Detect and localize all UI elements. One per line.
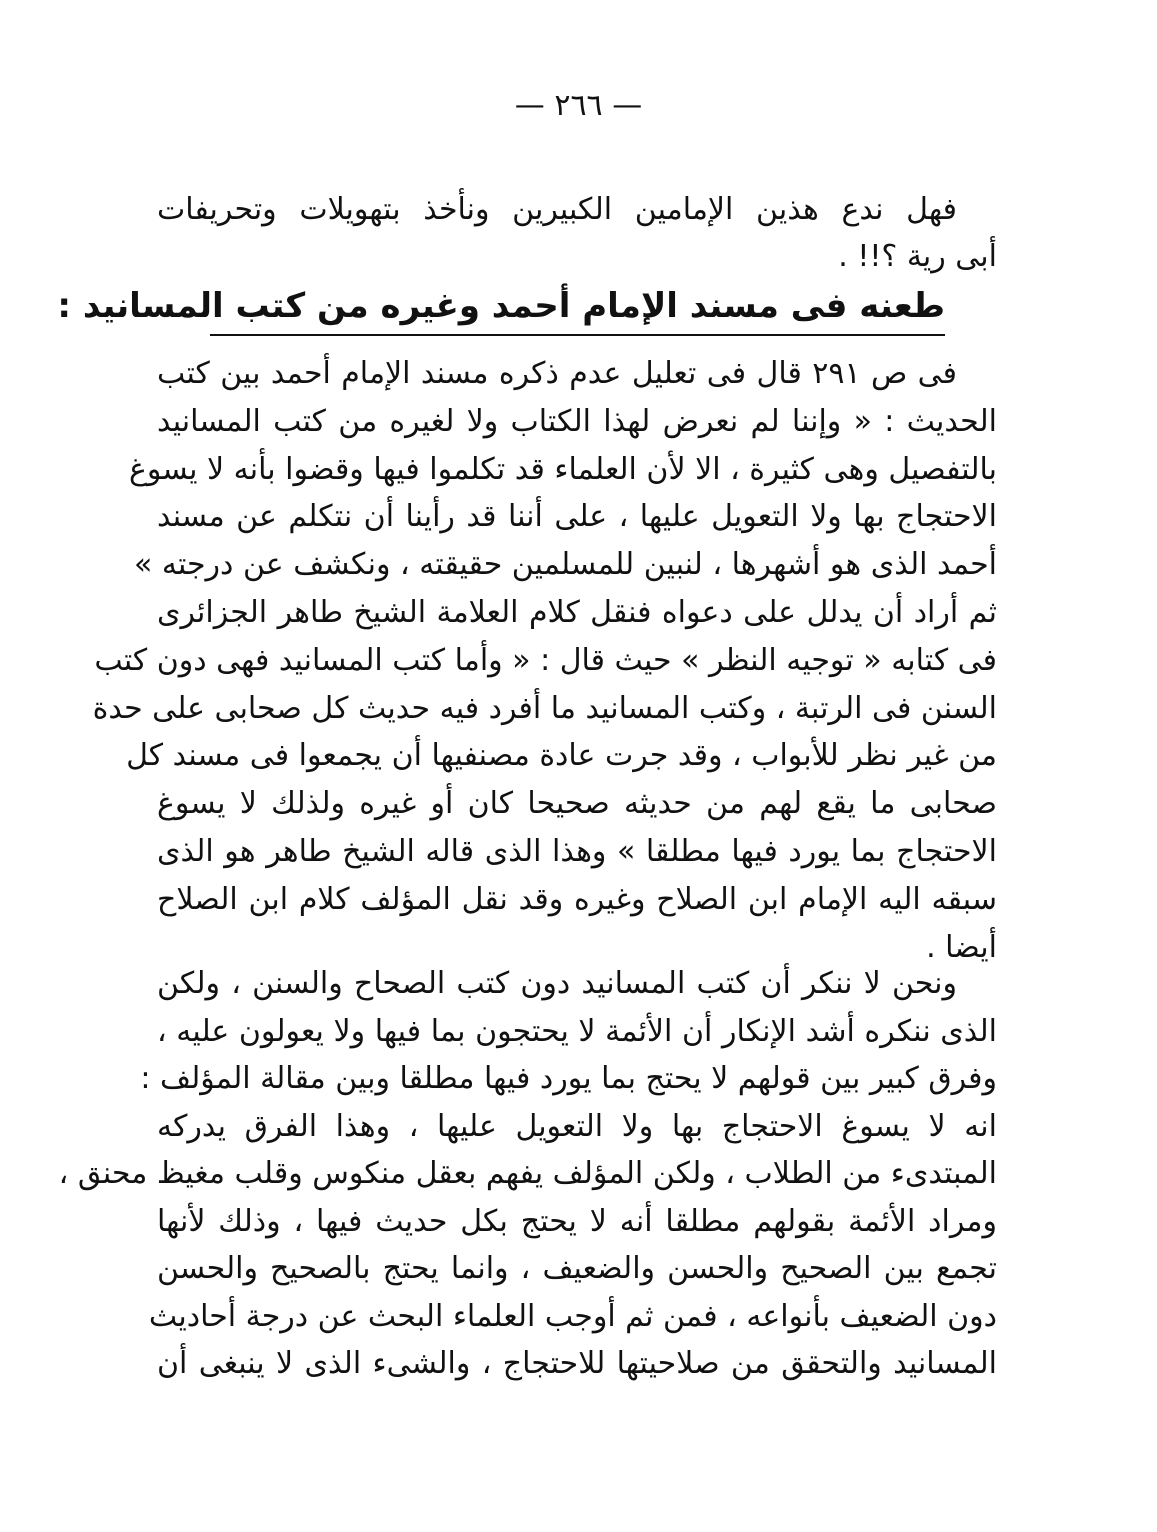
text-line: دون الضعيف بأنواعه ، فمن ثم أوجب العلماء البحث عن درجة أحاديث [148, 1298, 997, 1334]
text-line: الاحتجاج بما يورد فيها مطلقا » وهذا الذى قاله الشيخ طاهر هو الذى [157, 833, 997, 869]
paragraph-intro [157, 186, 997, 280]
text-line: أبى رية ؟!! . [838, 239, 997, 274]
text-line: السنن فى الرتبة ، وكتب المسانيد ما أفرد فيه حديث كل صحابى على حدة [92, 690, 997, 726]
text-line: وفرق كبير بين قولهم لا يحتج بما يورد فيها مطلقا وبين مقالة المؤلف : [140, 1061, 997, 1096]
text-line: المسانيد والتحقق من صلاحيتها للاحتجاج ، والشىء الذى لا ينبغى أن [157, 1346, 997, 1381]
paragraph-musnad-critique [92, 350, 997, 971]
section-heading: طعنه فى مسند الإمام أحمد وغيره من كتب المسانيد : [210, 278, 945, 336]
text-line: من غير نظر للأبواب ، وقد جرت عادة مصنفيها أن يجمعوا فى مسند كل [126, 738, 997, 774]
text-line: الحديث : « وإننا لم نعرض لهذا الكتاب ولا لغيره من كتب المسانيد [157, 403, 997, 439]
text-line: أحمد الذى هو أشهرها ، لنبين للمسلمين حقيقته ، ونكشف عن درجته » [133, 547, 997, 583]
text-line: المبتدىء من الطلاب ، ولكن المؤلف يفهم بعقل منكوس وقلب مغيظ محنق ، [58, 1156, 997, 1191]
text-line: فى كتابه « توجيه النظر » حيث قال : « وأما كتب المسانيد فهى دون كتب [94, 642, 997, 678]
text-line: صحابى ما يقع لهم من حديثه صحيحا كان أو غيره ولذلك لا يسوغ [157, 786, 997, 822]
text-line: فى ص ٢٩١ قال فى تعليل عدم ذكره مسند الإمام أحمد بين كتب [157, 356, 958, 391]
text-line: الذى ننكره أشد الإنكار أن الأئمة لا يحتجون بما فيها ولا يعولون عليه ، [157, 1013, 997, 1049]
text-line: الاحتجاج بها ولا التعويل عليها ، على أننا قد رأينا أن نتكلم عن مسند [157, 499, 997, 535]
text-line: أيضا . [926, 929, 997, 965]
text-line: تجمع بين الصحيح والحسن والضعيف ، وانما يحتج بالصحيح والحسن [157, 1251, 997, 1286]
text-line: انه لا يسوغ الاحتجاج بها ولا التعويل عليها ، وهذا الفرق يدركه [157, 1108, 997, 1144]
text-line: ثم أراد أن يدلل على دعواه فنقل كلام العلامة الشيخ طاهر الجزائرى [157, 594, 997, 630]
text-line: سبقه اليه الإمام ابن الصلاح وغيره وقد نقل المؤلف كلام ابن الصلاح [157, 881, 997, 917]
page-number: — ٢٦٦ — [514, 88, 643, 123]
text-line: ونحن لا ننكر أن كتب المسانيد دون كتب الصحاح والسنن ، ولكن [157, 966, 957, 1001]
text-line: ومراد الأئمة بقولهم مطلقا أنه لا يحتج بكل حديث فيها ، وذلك لأنها [157, 1203, 997, 1239]
text-line: بالتفصيل وهى كثيرة ، الا لأن العلماء قد تكلموا فيها وقضوا بأنه لا يسوغ [128, 451, 997, 487]
paragraph-response [58, 960, 997, 1388]
text-line: فهل ندع هذين الإمامين الكبيرين ونأخذ بتهويلات وتحريفات [157, 192, 957, 227]
